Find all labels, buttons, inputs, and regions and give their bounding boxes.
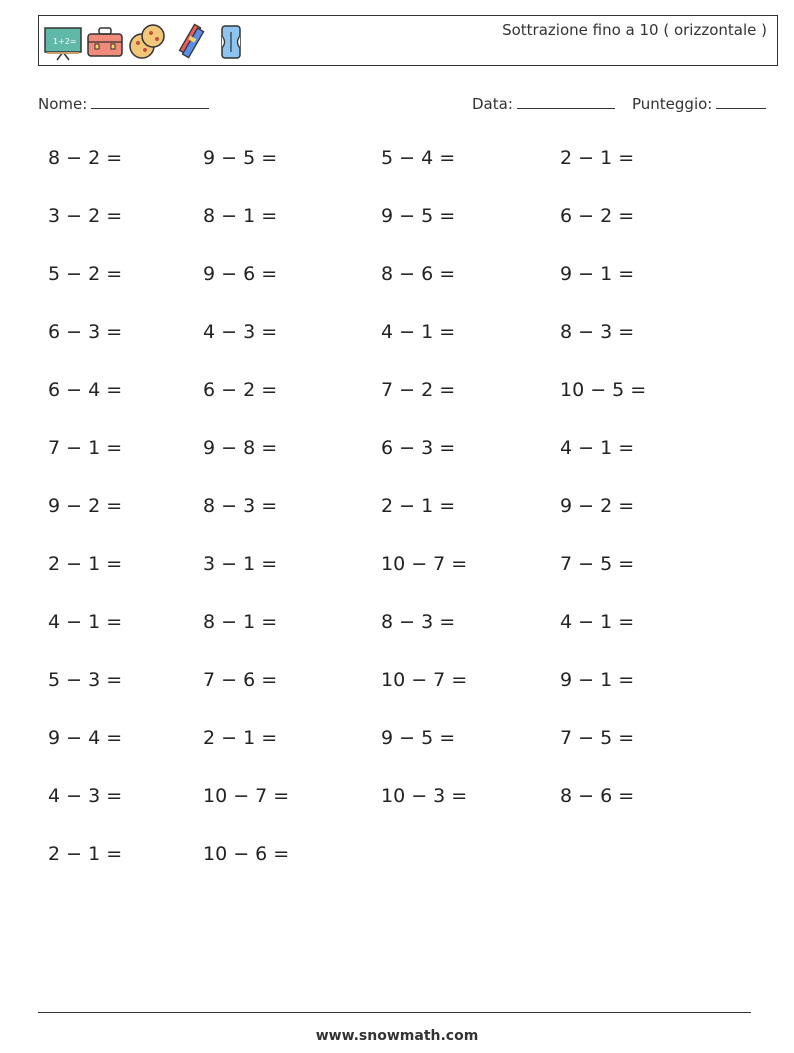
problem-item: 9 − 8 = <box>203 437 278 459</box>
problem-item: 10 − 7 = <box>203 785 290 807</box>
name-field[interactable] <box>38 94 209 113</box>
problem-item: 5 − 2 = <box>48 263 123 285</box>
problem-item: 9 − 1 = <box>560 669 635 691</box>
problem-item: 8 − 1 = <box>203 611 278 633</box>
problem-item: 5 − 4 = <box>381 147 456 169</box>
svg-text:1+2=: 1+2= <box>53 37 77 46</box>
problem-item: 5 − 3 = <box>48 669 123 691</box>
problem-item: 6 − 4 = <box>48 379 123 401</box>
problem-item: 7 − 1 = <box>48 437 123 459</box>
problem-item: 10 − 7 = <box>381 553 468 575</box>
problem-item: 3 − 2 = <box>48 205 123 227</box>
problem-item: 8 − 3 = <box>203 495 278 517</box>
problem-item: 9 − 1 = <box>560 263 635 285</box>
name-blank[interactable] <box>91 94 209 109</box>
problem-item: 8 − 6 = <box>381 263 456 285</box>
date-label: Data: <box>472 95 513 113</box>
date-field[interactable] <box>472 94 615 113</box>
problem-item: 4 − 3 = <box>203 321 278 343</box>
problem-item: 3 − 1 = <box>203 553 278 575</box>
problem-item: 2 − 1 = <box>48 553 123 575</box>
briefcase-icon <box>85 22 125 62</box>
problem-item: 8 − 3 = <box>560 321 635 343</box>
problem-item: 2 − 1 = <box>381 495 456 517</box>
problem-item: 7 − 5 = <box>560 727 635 749</box>
crayons-icon <box>169 22 209 62</box>
problem-item: 9 − 5 = <box>203 147 278 169</box>
problem-item: 10 − 5 = <box>560 379 647 401</box>
problem-item: 4 − 1 = <box>560 437 635 459</box>
score-field[interactable] <box>632 94 766 113</box>
problem-item: 2 − 1 = <box>48 843 123 865</box>
problem-item: 10 − 7 = <box>381 669 468 691</box>
problem-item: 7 − 2 = <box>381 379 456 401</box>
name-label: Nome: <box>38 95 88 113</box>
problem-item: 6 − 2 = <box>203 379 278 401</box>
problem-item: 8 − 1 = <box>203 205 278 227</box>
problem-item: 9 − 5 = <box>381 205 456 227</box>
problem-item: 9 − 5 = <box>381 727 456 749</box>
problem-item: 4 − 1 = <box>48 611 123 633</box>
chalkboard-icon <box>43 22 83 62</box>
problem-item: 10 − 6 = <box>203 843 290 865</box>
problem-item: 8 − 3 = <box>381 611 456 633</box>
problem-item: 4 − 1 = <box>381 321 456 343</box>
problem-item: 6 − 3 = <box>48 321 123 343</box>
sharpener-icon <box>211 22 251 62</box>
problem-item: 9 − 2 = <box>48 495 123 517</box>
footer-website: www.snowmath.com <box>315 1028 479 1044</box>
problem-item: 6 − 3 = <box>381 437 456 459</box>
problem-item: 8 − 6 = <box>560 785 635 807</box>
problem-item: 2 − 1 = <box>203 727 278 749</box>
footer-divider <box>38 1012 751 1013</box>
problem-item: 7 − 6 = <box>203 669 278 691</box>
problem-item: 2 − 1 = <box>560 147 635 169</box>
problem-item: 7 − 5 = <box>560 553 635 575</box>
problem-item: 8 − 2 = <box>48 147 123 169</box>
problem-item: 4 − 3 = <box>48 785 123 807</box>
problem-item: 9 − 4 = <box>48 727 123 749</box>
problem-item: 6 − 2 = <box>560 205 635 227</box>
header-box <box>38 15 778 66</box>
cookies-icon <box>127 22 167 62</box>
icon-strip <box>43 22 251 62</box>
problem-item: 4 − 1 = <box>560 611 635 633</box>
worksheet-title: Sottrazione fino a 10 ( orizzontale ) <box>502 21 767 39</box>
score-label: Punteggio: <box>632 95 713 113</box>
score-blank[interactable] <box>716 94 766 109</box>
problem-item: 9 − 2 = <box>560 495 635 517</box>
problem-item: 10 − 3 = <box>381 785 468 807</box>
problem-item: 9 − 6 = <box>203 263 278 285</box>
date-blank[interactable] <box>517 94 615 109</box>
